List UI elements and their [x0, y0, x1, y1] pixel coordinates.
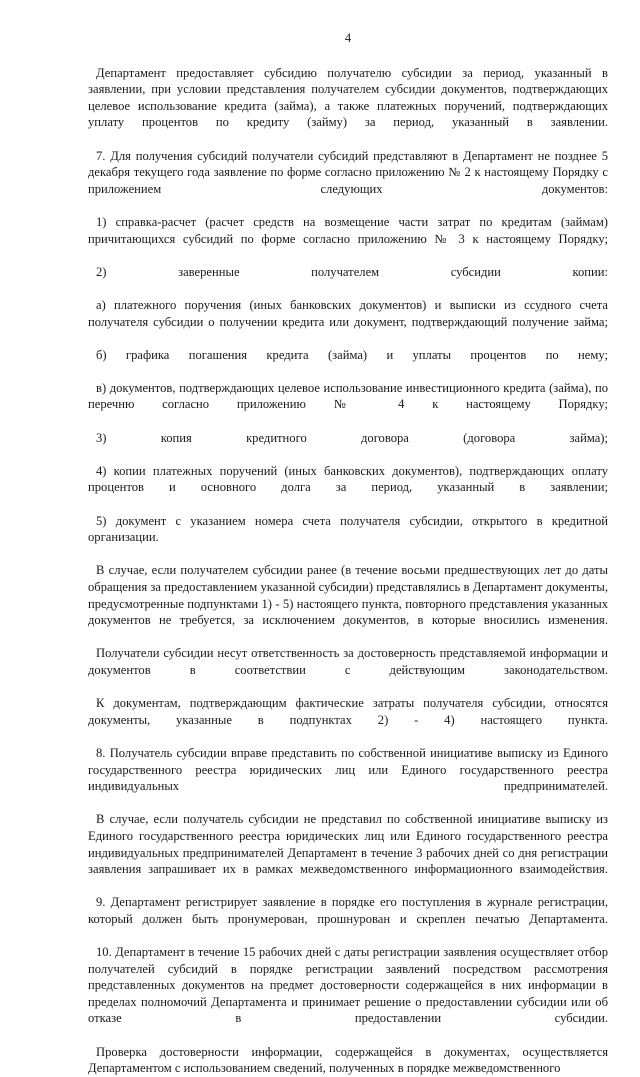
- paragraph: 7. Для получения субсидий получатели субсидий представляют в Департамент не позднее 5 декабря текущего года заявление по форме согласно приложению № 2 к настоящему Порядку с приложением следующих документов:: [88, 148, 608, 196]
- paragraph: 5) документ с указанием номера счета получателя субсидии, открытого в кредитной организации.: [88, 513, 608, 545]
- paragraph: Департамент предоставляет субсидию получателю субсидии за период, указанный в заявлении, при условии представления получателем субсидии документов, подтверждающих целевое использование кредита (займа), а также платежных поручений, подтверждающих уплату процентов по кредиту (займу) за период, указанный в заявлении.: [88, 65, 608, 130]
- page-number: 4: [344, 31, 352, 45]
- paragraph: в) документов, подтверждающих целевое использование инвестиционного кредита (займа), по перечню согласно приложению № 4 к настоящему Порядку;: [88, 380, 608, 412]
- paragraph: В случае, если получателем субсидии ранее (в течение восьми предшествующих лет до даты обращения за предоставлением указанной субсидии) представлялись в Департамент документы, предусмотренные подпунктами 1) - 5) настоящего пункта, повторного представления указанных документов не требуется, за исключением документов, в которые вносились изменения.: [88, 563, 608, 628]
- paragraph: Получатели субсидии несут ответственность за достоверность представляемой информации и документов в соответствии с действующим законодательством.: [88, 646, 608, 677]
- paragraph: 8. Получатель субсидии вправе представить по собственной инициативе выписку из Единого государственного реестра юридических лиц или Единого государственного реестра индивидуальных предпринимателей.: [88, 745, 608, 794]
- paragraph: 3) копия кредитного договора (договора займа);: [96, 430, 608, 445]
- paragraph: Проверка достоверности информации, содержащейся в документах, осуществляется Департаментом с использованием сведений, полученных в порядке межведомственного: [88, 1044, 608, 1076]
- paragraph: а) платежного поручения (иных банковских документов) и выписки из ссудного счета получателя субсидии о получении кредита или документ, подтверждающий получение займа;: [88, 297, 608, 329]
- paragraph: 4) копии платежных поручений (иных банковских документов), подтверждающих оплату процентов и основного долга за период, указанный в заявлении;: [88, 463, 608, 495]
- paragraph: 2) заверенные получателем субсидии копии:: [96, 264, 608, 279]
- paragraph: 10. Департамент в течение 15 рабочих дней с даты регистрации заявления осуществляет отбор получателей субсидий в порядке регистрации заявлений посредством рассмотрения представленных документов на предмет достоверности содержащейся в них информации в пределах полномочий Департамента и принимает решение о предоставлении субсидии или об отказе в предоставлении субсидии.: [88, 945, 608, 1026]
- paragraph: 9. Департамент регистрирует заявление в порядке его поступления в журнале регистрации, который должен быть пронумерован, прошнурован и скреплен печатью Департамента.: [88, 895, 608, 926]
- paragraph: К документам, подтверждающим фактические затраты получателя субсидии, относятся документы, указанные в подпунктах 2) - 4) настоящего пункта.: [88, 696, 608, 727]
- paragraph: В случае, если получатель субсидии не представил по собственной инициативе выписку из Единого государственного реестра юридических лиц или Единого государственного реестра индивидуальных предпринимателей Департамент в течение 3 рабочих дней со дня регистрации заявления запрашивает их в рамках межведомственного информационного взаимодействия.: [88, 812, 608, 877]
- paragraph: б) графика погашения кредита (займа) и уплаты процентов по нему;: [96, 347, 608, 362]
- paragraph: 1) справка-расчет (расчет средств на возмещение части затрат по кредитам (займам) причитающихся субсидий по форме согласно приложению № 3 к настоящему Порядку;: [88, 214, 608, 246]
